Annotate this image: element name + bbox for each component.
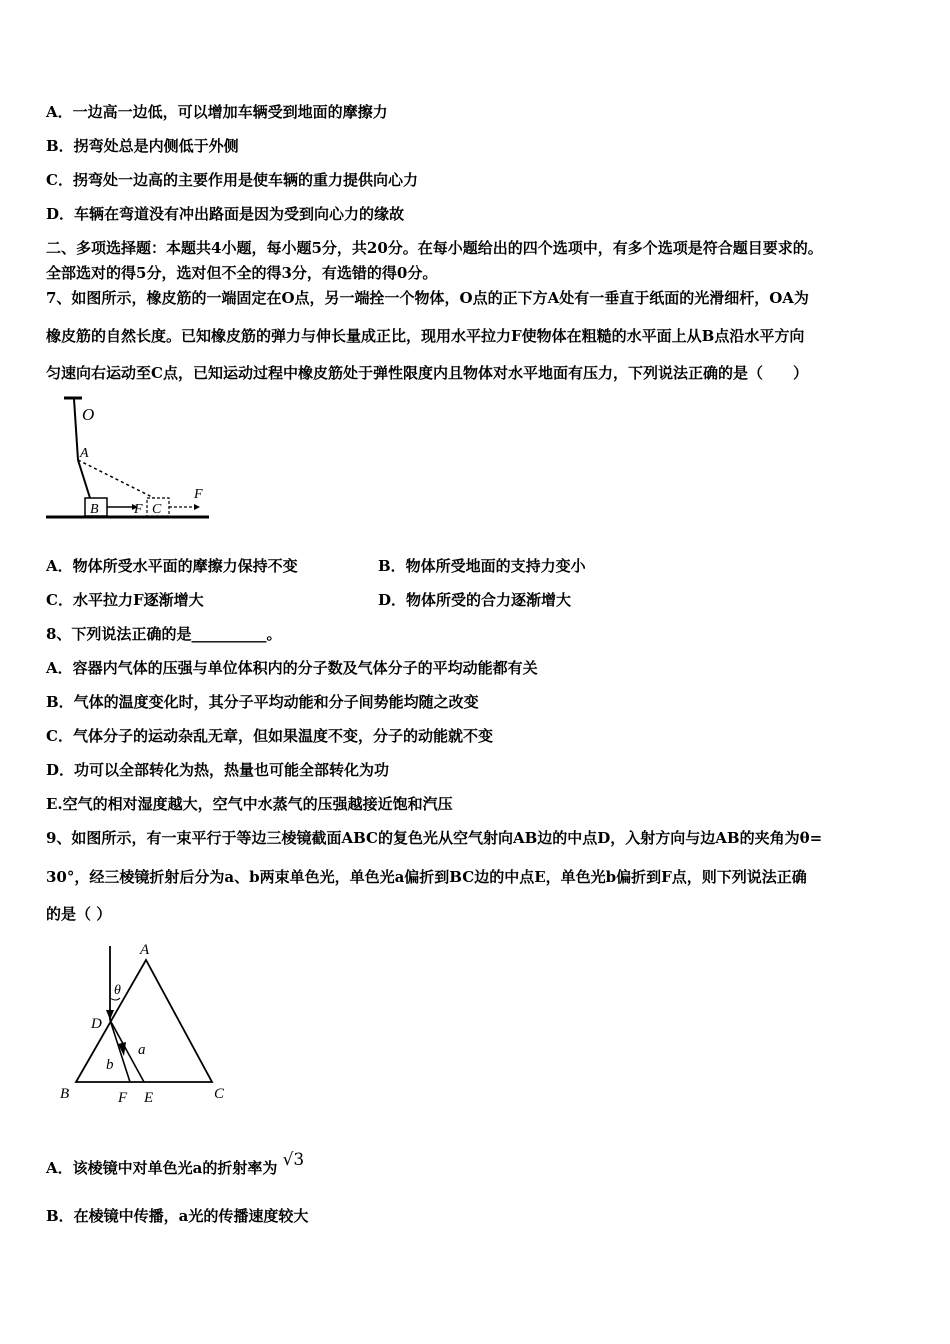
q7-option-c: C．水平拉力F逐渐增大	[46, 591, 204, 609]
q9-stem-line2: 30°，经三棱镜折射后分为a、b两束单色光，单色光a偏折到BC边的中点E，单色光b偏折到F点，则下列说法正确	[46, 868, 807, 886]
q7-option-d: D．物体所受的合力逐渐增大	[378, 591, 572, 609]
q9-label-f: F	[118, 1090, 128, 1106]
q7-figure	[44, 394, 214, 524]
q6-option-b: B．拐弯处总是内侧低于外侧	[46, 137, 239, 155]
q7-label-a: A	[80, 446, 89, 461]
q8-stem: 8、下列说法正确的是__________。	[46, 625, 282, 643]
q7-rubber-band-oa	[74, 399, 78, 460]
q6-option-d: D．车辆在弯道没有冲出路面是因为受到向心力的缘故	[46, 205, 405, 223]
q6-option-a: A．一边高一边低，可以增加车辆受到地面的摩擦力	[46, 103, 388, 121]
q9-stem-line1: 9、如图所示，有一束平行于等边三棱镜截面ABC的复色光从空气射向AB边的中点D，入射方向与边AB的夹角为θ=	[46, 829, 823, 847]
q9-label-theta: θ	[114, 983, 121, 998]
q9-label-ray-a: a	[138, 1042, 146, 1058]
q9-label-ray-b: b	[106, 1057, 114, 1073]
q8-option-c: C．气体分子的运动杂乱无章，但如果温度不变，分子的动能就不变	[46, 727, 493, 745]
q7-label-f2: F	[194, 487, 203, 502]
q8-option-a: A．容器内气体的压强与单位体积内的分子数及气体分子的平均动能都有关	[46, 659, 538, 677]
q7-stem-line1: 7、如图所示，橡皮筋的一端固定在O点，另一端拴一个物体，O点的正下方A处有一垂直于纸面的光滑细杆，OA为	[46, 289, 809, 307]
q8-option-d: D．功可以全部转化为热，热量也可能全部转化为功	[46, 761, 390, 779]
q7-stem-line2: 橡皮筋的自然长度。已知橡皮筋的弹力与伸长量成正比，现用水平拉力F使物体在粗糙的水平面上从B点沿水平方向	[46, 327, 805, 345]
q9-label-a-vertex: A	[140, 942, 150, 958]
q7-label-f1: F	[134, 502, 143, 517]
q9-stem-line3: 的是（ ）	[46, 905, 112, 923]
q9-option-a-sqrt3: √3	[282, 1150, 305, 1170]
q9-label-e: E	[144, 1090, 154, 1106]
q9-label-b-vertex: B	[60, 1086, 70, 1102]
section2-heading-line1: 二、多项选择题：本题共4小题，每小题5分，共20分。在每小题给出的四个选项中，有多个选项是符合题目要求的。	[46, 239, 823, 257]
q8-option-b: B．气体的温度变化时，其分子平均动能和分子间势能均随之改变	[46, 693, 479, 711]
q7-dashed-band-ac	[78, 460, 154, 498]
q7-label-c: C	[152, 502, 162, 517]
q9-label-c-vertex: C	[214, 1086, 225, 1102]
q8-option-e: E.空气的相对湿度越大，空气中水蒸气的压强越接近饱和汽压	[46, 795, 453, 813]
q9-option-a	[46, 1150, 305, 1177]
q9-label-d: D	[91, 1016, 102, 1032]
q7-option-a: A．物体所受水平面的摩擦力保持不变	[46, 557, 298, 575]
q6-option-c: C．拐弯处一边高的主要作用是使车辆的重力提供向心力	[46, 171, 418, 189]
q9-theta-arc	[110, 998, 120, 1000]
q7-label-o: O	[82, 405, 95, 424]
section2-heading-line2: 全部选对的得5分，选对但不全的得3分，有选错的得0分。	[46, 264, 438, 282]
q9-figure	[54, 936, 234, 1108]
q7-label-b: B	[90, 502, 99, 517]
q9-option-a-text: A．该棱镜中对单色光a的折射率为	[46, 1159, 278, 1177]
q7-option-b: B．物体所受地面的支持力变小	[378, 557, 586, 575]
q7-rubber-band-ab	[78, 460, 90, 498]
q9-option-b: B．在棱镜中传播，a光的传播速度较大	[46, 1207, 309, 1225]
q7-force-arrowhead-c	[194, 504, 200, 510]
q7-stem-line3: 匀速向右运动至C点，已知运动过程中橡皮筋处于弹性限度内且物体对水平地面有压力，下列说法正确的是（ ）	[46, 364, 808, 382]
